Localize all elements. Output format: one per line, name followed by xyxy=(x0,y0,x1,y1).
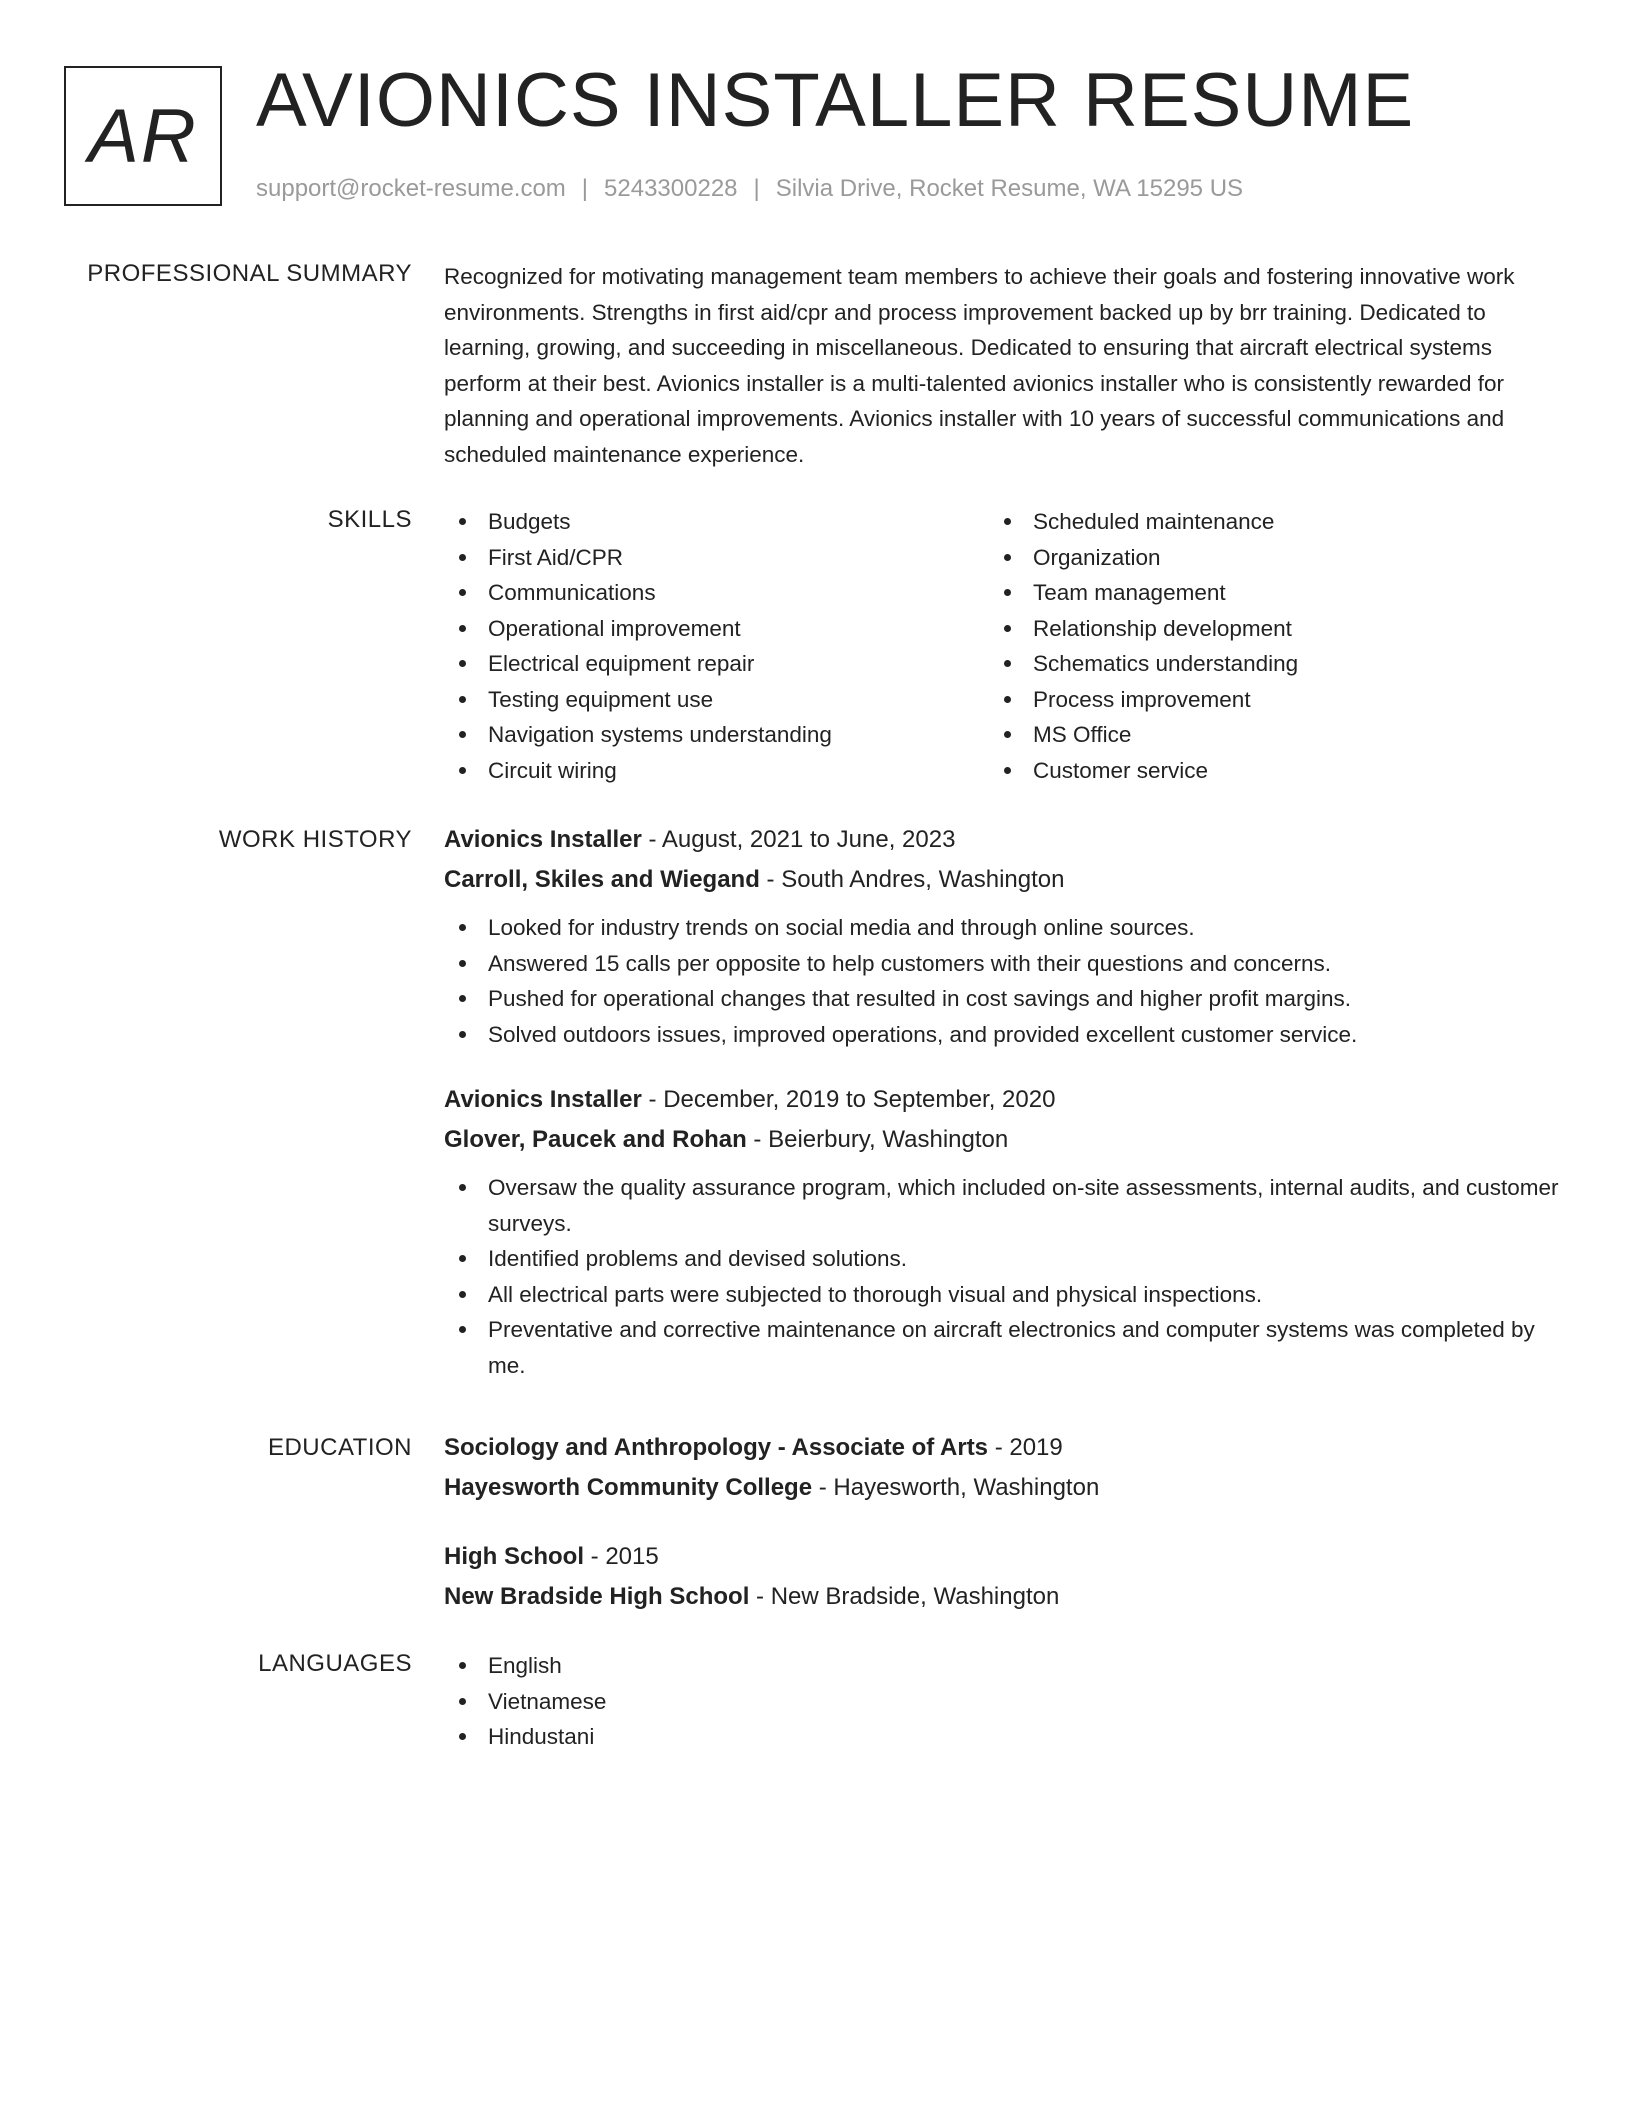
list-item: Operational improvement xyxy=(444,611,989,647)
contact-separator: | xyxy=(753,175,760,202)
education-entry xyxy=(444,1428,1564,1508)
job-entry xyxy=(444,820,1564,1052)
list-item: Preventative and corrective maintenance on aircraft electronics and computer systems was completed by me. xyxy=(444,1312,1564,1383)
list-item: Oversaw the quality assurance program, which included on-site assessments, internal audits, and customer surveys. xyxy=(444,1170,1564,1241)
school-location: - New Bradside, Washington xyxy=(749,1583,1060,1610)
job-dates: - August, 2021 to June, 2023 xyxy=(641,826,956,853)
list-item: MS Office xyxy=(989,717,1534,753)
contact-line xyxy=(256,174,1243,204)
list-item: Circuit wiring xyxy=(444,753,989,789)
list-item: First Aid/CPR xyxy=(444,540,989,576)
list-item: Customer service xyxy=(989,753,1534,789)
contact-phone: 5243300228 xyxy=(604,175,738,202)
list-item: Scheduled maintenance xyxy=(989,504,1534,540)
section-label-summary: PROFESSIONAL SUMMARY xyxy=(87,260,412,287)
school: Hayesworth Community College xyxy=(444,1474,813,1501)
degree-year: - 2019 xyxy=(988,1434,1063,1461)
job-entry xyxy=(444,1080,1564,1383)
degree: High School xyxy=(444,1543,584,1570)
degree: Sociology and Anthropology - Associate of Arts xyxy=(444,1434,989,1461)
job-title-line xyxy=(444,1080,1564,1120)
resume-title: AVIONICS INSTALLER RESUME xyxy=(256,58,1415,143)
degree-line xyxy=(444,1537,1564,1577)
section-label-languages: LANGUAGES xyxy=(258,1650,412,1677)
list-item: Identified problems and devised solutions. xyxy=(444,1241,1564,1277)
list-item: Vietnamese xyxy=(444,1684,1564,1720)
job-location: - South Andres, Washington xyxy=(759,866,1065,893)
list-item: Team management xyxy=(989,575,1534,611)
job-duties xyxy=(444,910,1564,1052)
job-dates: - December, 2019 to September, 2020 xyxy=(641,1086,1056,1113)
school-location: - Hayesworth, Washington xyxy=(812,1474,1100,1501)
list-item: Navigation systems understanding xyxy=(444,717,989,753)
job-location: - Beierbury, Washington xyxy=(746,1126,1009,1153)
list-item: Hindustani xyxy=(444,1719,1564,1755)
degree-line xyxy=(444,1428,1564,1468)
list-item: Testing equipment use xyxy=(444,682,989,718)
list-item: Relationship development xyxy=(989,611,1534,647)
job-company: Glover, Paucek and Rohan xyxy=(444,1126,747,1153)
list-item: English xyxy=(444,1648,1564,1684)
contact-separator: | xyxy=(581,175,589,202)
school: New Bradside High School xyxy=(444,1583,750,1610)
skills-grid xyxy=(444,504,1564,788)
monogram-initials: AR xyxy=(88,93,198,179)
list-item: Budgets xyxy=(444,504,989,540)
list-item: Electrical equipment repair xyxy=(444,646,989,682)
job-company: Carroll, Skiles and Wiegand xyxy=(444,866,760,893)
list-item: Schematics understanding xyxy=(989,646,1534,682)
list-item: All electrical parts were subjected to thorough visual and physical inspections. xyxy=(444,1277,1564,1313)
contact-address: Silvia Drive, Rocket Resume, WA 15295 US xyxy=(775,175,1244,202)
job-title: Avionics Installer xyxy=(444,826,642,853)
list-item: Pushed for operational changes that resulted in cost savings and higher profit margins. xyxy=(444,981,1564,1017)
list-item: Solved outdoors issues, improved operations, and provided excellent customer service. xyxy=(444,1017,1564,1053)
contact-email: support@rocket-resume.com xyxy=(256,175,566,202)
list-item: Answered 15 calls per opposite to help customers with their questions and concerns. xyxy=(444,946,1564,982)
skills-list-right xyxy=(989,504,1534,788)
section-label-education: EDUCATION xyxy=(267,1434,412,1461)
job-company-line xyxy=(444,1120,1564,1160)
job-company-line xyxy=(444,860,1564,900)
list-item: Looked for industry trends on social media and through online sources. xyxy=(444,910,1564,946)
job-title-line xyxy=(444,820,1564,860)
summary-text: Recognized for motivating management team members to achieve their goals and fostering innovative work environments. Strengths in first aid/cpr and process improvement backed up by brr training. Dedicated to learning, growing, and succeeding in miscellaneous. Dedicated to ensuring that aircraft electrical systems perform at their best. Avionics installer is a multi-talented avionics installer who is consistently rewarded for planning and operational improvements. Avionics installer with 10 years of successful communications and scheduled maintenance experience. xyxy=(444,264,1515,467)
school-line xyxy=(444,1468,1564,1508)
monogram-logo xyxy=(64,66,222,206)
languages-list xyxy=(444,1648,1564,1755)
job-title: Avionics Installer xyxy=(444,1086,642,1113)
list-item: Organization xyxy=(989,540,1534,576)
skills-list-left xyxy=(444,504,989,788)
list-item: Communications xyxy=(444,575,989,611)
job-duties xyxy=(444,1170,1564,1383)
list-item: Process improvement xyxy=(989,682,1534,718)
section-label-work: WORK HISTORY xyxy=(218,826,412,853)
degree-year: - 2015 xyxy=(584,1543,659,1570)
school-line xyxy=(444,1577,1564,1617)
section-label-skills: SKILLS xyxy=(327,506,412,533)
education-entry xyxy=(444,1537,1564,1617)
